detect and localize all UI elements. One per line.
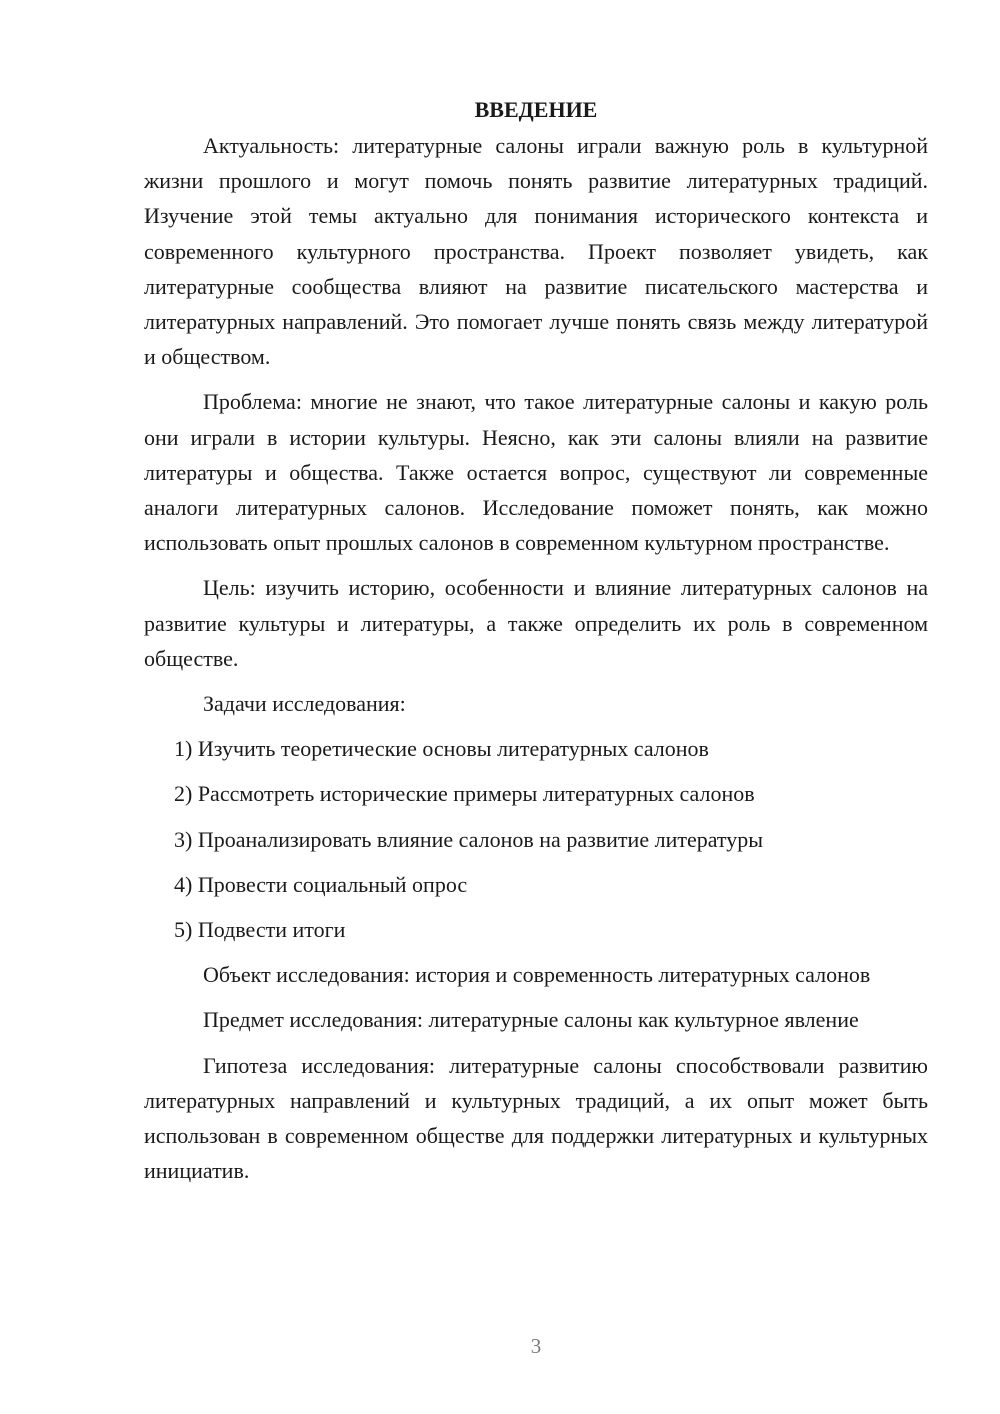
- subject-paragraph: Предмет исследования: литературные салоны как культурное явление: [203, 1007, 859, 1033]
- task-item: 2) Рассмотреть исторические примеры литературных салонов: [174, 781, 755, 807]
- page-number: 3: [530, 1334, 542, 1358]
- goal-paragraph: Цель: изучить историю, особенности и влияние литературных салонов на развитие культуры и литературы, а также определить их роль в современном обществе.: [144, 575, 928, 671]
- page-title: ВВЕДЕНИЕ: [474, 97, 598, 122]
- task-item: 1) Изучить теоретические основы литературных салонов: [174, 736, 709, 762]
- tasks-list: [144, 731, 928, 947]
- task-item: 3) Проанализировать влияние салонов на развитие литературы: [174, 826, 764, 852]
- task-item: 4) Провести социальный опрос: [174, 871, 468, 897]
- relevance-paragraph: Актуальность: литературные салоны играли важную роль в культурной жизни прошлого и могут помочь понять развитие литературных традиций. Изучение этой темы актуально для понимания исторического контекста и современного культурного пространства. Проект позволяет увидеть, как литературные сообщества влияют на развитие писательского мастерства и литературных направлений. Это помогает лучше понять связь между литературой и обществом.: [144, 133, 928, 370]
- task-item: 5) Подвести итоги: [174, 917, 346, 943]
- document-page: [144, 92, 928, 1198]
- object-paragraph: Объект исследования: история и современность литературных салонов: [203, 962, 871, 988]
- tasks-heading: Задачи исследования:: [203, 691, 406, 717]
- hypothesis-paragraph: Гипотеза исследования: литературные салоны способствовали развитию литературных направлений и культурных традиций, а их опыт может быть использован в современном обществе для поддержки литературных и культурных инициатив.: [144, 1052, 928, 1184]
- problem-paragraph: Проблема: многие не знают, что такое литературные салоны и какую роль они играли в истории культуры. Неясно, как эти салоны влияли на развитие литературы и общества. Также остается вопрос, существуют ли современные аналоги литературных салонов. Исследование поможет понять, как можно использовать опыт прошлых салонов в современном культурном пространстве.: [144, 389, 928, 556]
